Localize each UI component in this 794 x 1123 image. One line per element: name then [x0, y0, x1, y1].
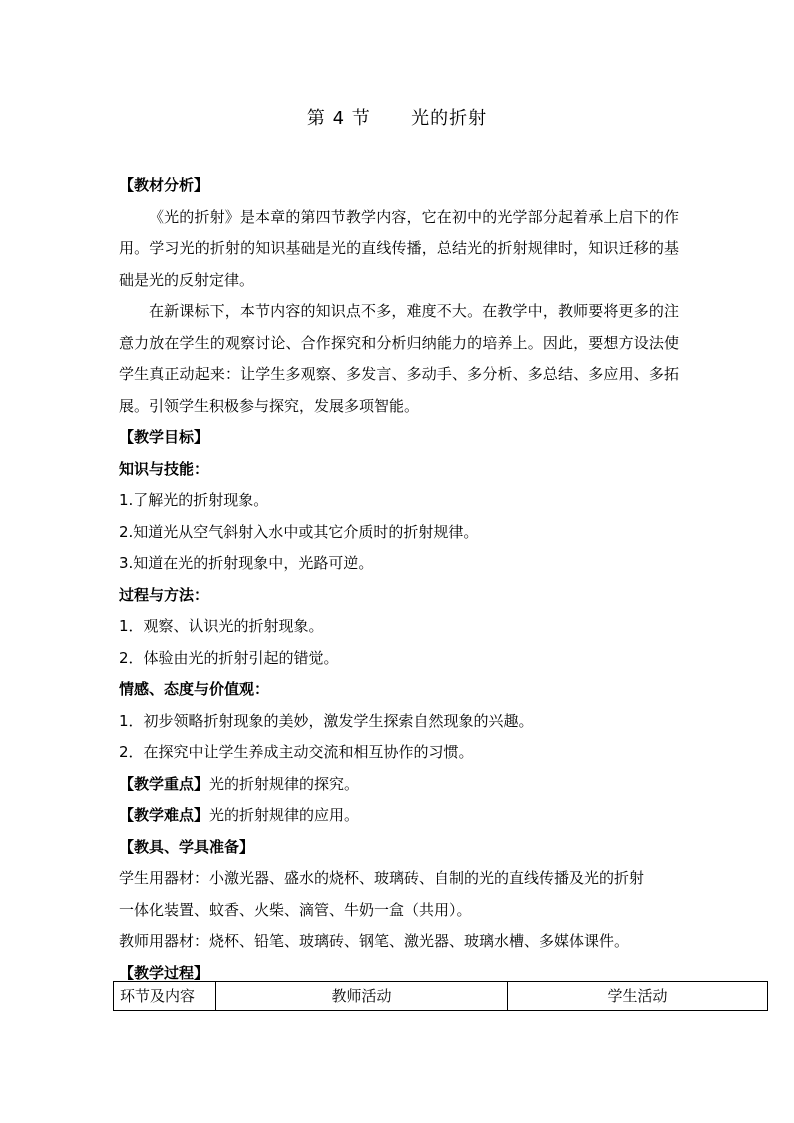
difficulty-text: 光的折射规律的应用。	[209, 806, 360, 824]
process-heading: 过程与方法：	[119, 585, 210, 604]
emotion-heading: 情感、态度与价值观：	[119, 680, 270, 698]
teacher-tools-line: 教师用器材：烧杯、铅笔、玻璃砖、钢笔、激光器、玻璃水槽、多媒体课件。	[119, 932, 630, 950]
table-header-teacher: 教师活动	[216, 982, 508, 1010]
difficulty-line	[119, 800, 679, 832]
knowledge-item: 2.知道光从空气斜射入水中或其它介质时的折射规律。	[119, 522, 479, 541]
key-point-heading: 【教学重点】	[119, 774, 210, 793]
key-point-line	[119, 769, 679, 801]
teaching-process-table	[113, 981, 768, 1011]
process-item: 1．观察、认识光的折射现象。	[119, 617, 324, 635]
emotion-item: 2．在探究中让学生养成主动交流和相互协作的习惯。	[119, 743, 474, 761]
teaching-process-heading: 【教学过程】	[119, 963, 210, 982]
analysis-paragraph-1: 《光的折射》是本章的第四节教学内容，它在初中的光学部分起着承上启下的作用。学习光的折射的知识基础是光的直线传播，总结光的折射规律时，知识迁移的基础是光的反射定律。	[119, 207, 679, 289]
document-body	[119, 170, 679, 989]
goals-heading: 【教学目标】	[119, 428, 210, 446]
student-tools-line-2: 一体化装置、蚊香、火柴、滴管、牛奶一盒（共用）。	[119, 900, 472, 919]
process-item: 2．体验由光的折射引起的错觉。	[119, 648, 339, 667]
page-title: 第 4 节 光的折射	[306, 108, 488, 129]
analysis-paragraph-2: 在新课标下，本节内容的知识点不多，难度不大。在教学中，教师要将更多的注意力放在学生的观察讨论、合作探究和分析归纳能力的培养上。因此，要想方设法使学生真正动起来：让学生多观察、多发言、多动手、多分析、多总结、多应用、多拓展。引领学生积极参与探究，发展多项智能。	[119, 302, 679, 415]
tools-heading: 【教具、学具准备】	[119, 837, 255, 856]
knowledge-item: 3.知道在光的折射现象中，光路可逆。	[119, 554, 374, 572]
difficulty-heading: 【教学难点】	[119, 806, 210, 824]
table-header-student: 学生活动	[607, 987, 668, 1005]
knowledge-heading: 知识与技能：	[119, 459, 210, 478]
analysis-heading: 【教材分析】	[119, 176, 210, 194]
key-point-text: 光的折射规律的探究。	[209, 774, 360, 793]
table-header-stage: 环节及内容	[114, 982, 216, 1010]
emotion-item: 1．初步领略折射现象的美妙，激发学生探索自然现象的兴趣。	[119, 711, 534, 730]
student-tools-line-1: 学生用器材：小激光器、盛水的烧杯、玻璃砖、自制的光的直线传播及光的折射	[119, 869, 645, 887]
knowledge-item: 1.了解光的折射现象。	[119, 491, 269, 509]
